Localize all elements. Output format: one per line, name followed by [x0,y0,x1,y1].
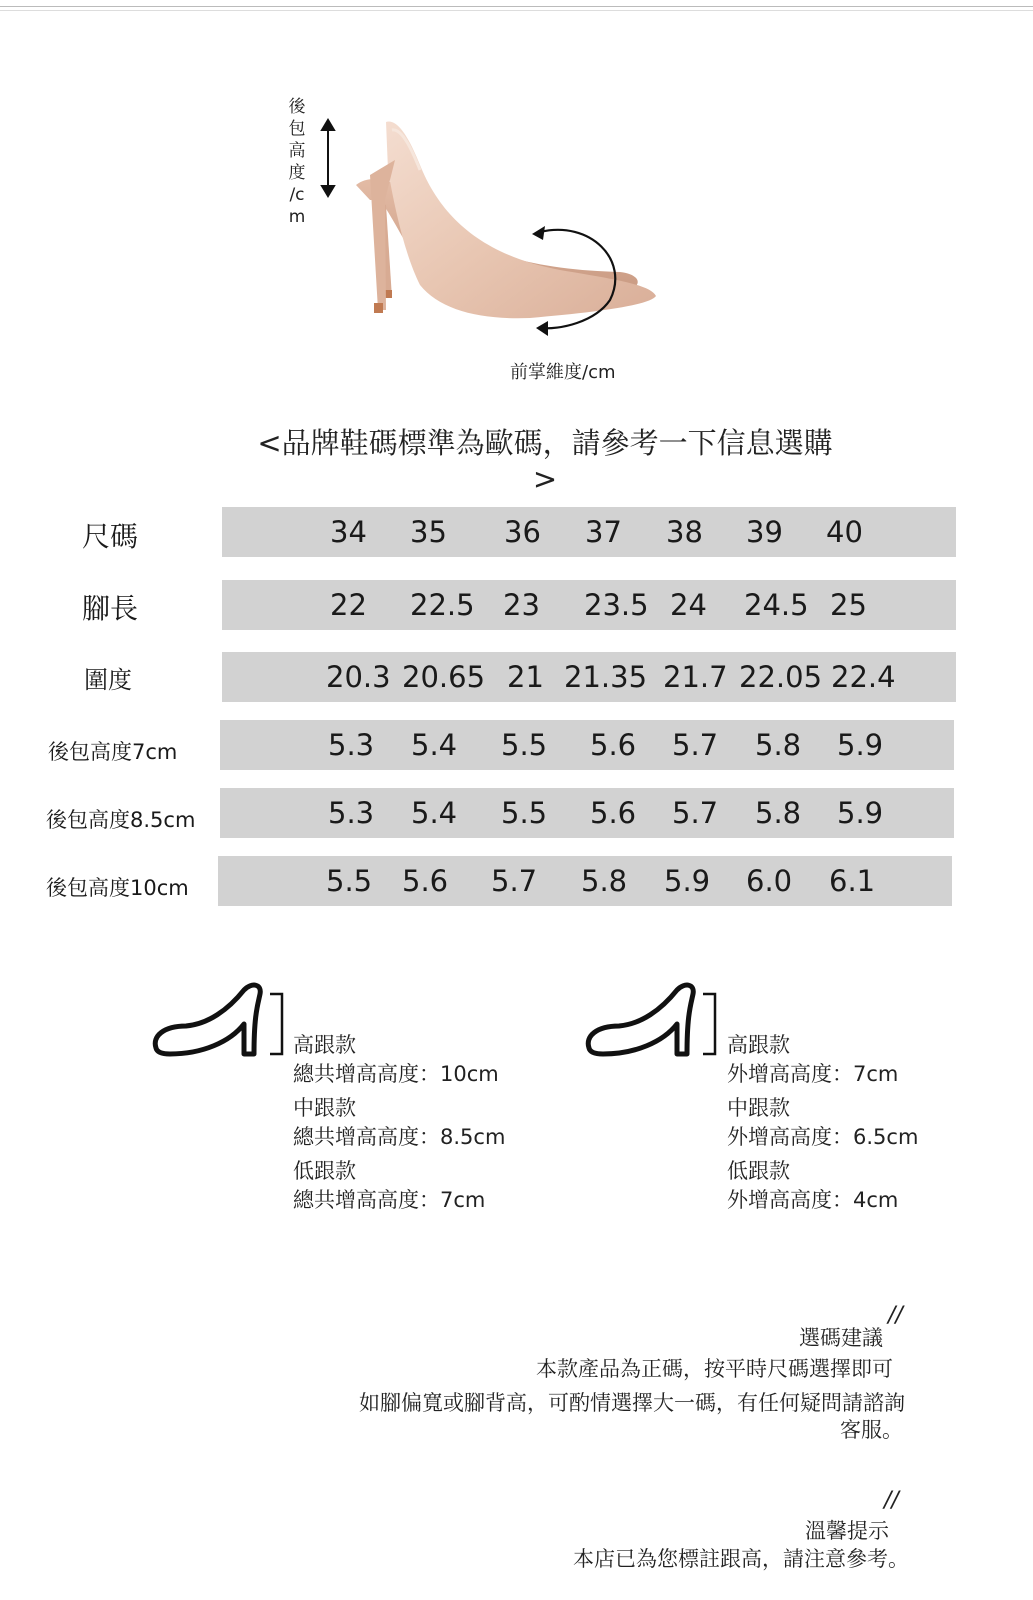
table-cell: 5.9 [837,796,884,830]
row-label-back-height-10: 後包高度10cm [46,876,189,900]
advice-slashes: // [888,1303,903,1328]
table-cell: 37 [585,515,622,549]
table-cell: 38 [666,515,703,549]
info-line: 外增高高度：4cm [727,1188,899,1212]
table-cell: 34 [330,515,367,549]
table-cell: 6.1 [829,864,876,898]
table-cell: 20.65 [402,660,486,694]
table-cell: 22 [330,588,367,622]
table-cell: 5.3 [328,796,375,830]
heel-info-right [727,1031,918,1215]
table-row [218,856,952,906]
back-height-vertical-label: 後 包 高 度 /c m [288,97,306,227]
heel-icon-left [150,980,290,1060]
notice-title: 溫馨提示 [805,1519,889,1543]
table-cell: 22.5 [410,588,475,622]
advice-line-2: 如腳偏寬或腳背高，可酌情選擇大一碼，有任何疑問請諮詢 [359,1391,905,1415]
table-cell: 5.7 [672,796,719,830]
info-line: 總共增高高度：7cm [293,1188,486,1212]
table-cell: 5.9 [837,728,884,762]
table-cell: 35 [410,515,447,549]
table-cell: 5.4 [411,728,458,762]
table-cell: 21.35 [564,660,648,694]
notice-line-1: 本店已為您標註跟高，請注意參考。 [573,1547,909,1571]
advice-line-3: 客服。 [840,1418,903,1442]
table-cell: 36 [504,515,541,549]
table-cell: 20.3 [326,660,391,694]
height-arrow [322,120,334,196]
table-cell: 5.7 [672,728,719,762]
top-rule [0,6,1033,7]
table-cell: 5.5 [501,728,548,762]
table-cell: 5.5 [326,864,373,898]
info-line: 總共增高高度：10cm [293,1062,499,1086]
table-row [222,652,956,702]
front-shoe [386,122,656,319]
info-line: 高跟款 [293,1033,356,1057]
table-cell: 5.5 [501,796,548,830]
heel-info-left [293,1031,505,1215]
table-cell: 39 [746,515,783,549]
row-label-foot-length: 腳長 [82,592,139,625]
table-cell: 6.0 [746,864,793,898]
forefoot-dimension-label: 前掌維度/cm [510,362,616,383]
info-line: 中跟款 [727,1096,790,1120]
table-cell: 24 [670,588,707,622]
table-cell: 5.6 [402,864,449,898]
info-line: 高跟款 [727,1033,790,1057]
table-row [222,507,956,557]
table-cell: 23.5 [584,588,649,622]
table-cell: 24.5 [744,588,809,622]
table-cell: 5.3 [328,728,375,762]
table-cell: 5.8 [581,864,628,898]
advice-title: 選碼建議 [799,1326,883,1350]
table-cell: 25 [830,588,867,622]
table-row [220,720,954,770]
table-cell: 40 [826,515,863,549]
slingback-pump-illustration [250,80,700,400]
info-line: 低跟款 [293,1159,356,1183]
table-cell: 22.05 [739,660,823,694]
row-label-back-height-7: 後包高度7cm [48,740,178,764]
table-cell: 5.7 [491,864,538,898]
table-cell: 22.4 [831,660,896,694]
table-cell: 21 [507,660,544,694]
table-cell: 5.4 [411,796,458,830]
table-row [220,788,954,838]
top-rule-secondary [0,10,1033,11]
info-line: 中跟款 [293,1096,356,1120]
heel-icon-right [583,980,723,1060]
table-cell: 5.6 [590,728,637,762]
table-row [222,580,956,630]
info-line: 總共增高高度：8.5cm [293,1125,506,1149]
info-line: 外增高高度：7cm [727,1062,899,1086]
table-cell: 5.8 [755,796,802,830]
table-cell: 5.8 [755,728,802,762]
advice-line-1: 本款產品為正碼，按平時尺碼選擇即可 [536,1357,893,1381]
intro-text: <品牌鞋碼標準為歐碼，請參考一下信息選購> [257,426,833,496]
table-cell: 21.7 [663,660,728,694]
info-line: 低跟款 [727,1159,790,1183]
table-cell: 5.6 [590,796,637,830]
table-cell: 23 [503,588,540,622]
info-line: 外增高高度：6.5cm [727,1125,919,1149]
notice-slashes: // [884,1488,899,1513]
row-label-back-height-8-5: 後包高度8.5cm [46,808,196,832]
table-cell: 5.9 [664,864,711,898]
row-label-girth: 圍度 [84,666,132,694]
row-label-size: 尺碼 [82,520,139,553]
